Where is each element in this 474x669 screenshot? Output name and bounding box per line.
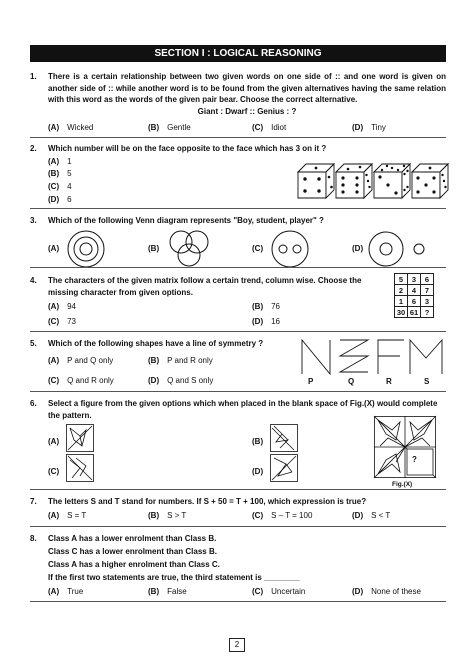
pattern-option-b [270, 424, 298, 452]
shape-label-s: S [424, 377, 430, 386]
q6-option-b[interactable]: (B) [252, 437, 264, 446]
shape-label-r: R [386, 377, 392, 386]
q3-option-c[interactable]: (C) [252, 244, 264, 253]
blank-question-mark: ? [412, 455, 417, 464]
symmetry-shapes [296, 336, 446, 376]
shape-label-q: Q [348, 377, 355, 386]
q5-option-c[interactable]: (C) Q and R only [48, 376, 114, 385]
q6-option-d[interactable]: (D) [252, 467, 264, 476]
q3-option-d[interactable]: (D) [352, 244, 364, 253]
divider [30, 267, 446, 268]
q1-option-a[interactable]: (A) Wicked [48, 123, 94, 132]
q2-text: Which number will be on the face opposite to the face which has 3 on it ? [48, 144, 327, 153]
venn-option-c [270, 229, 310, 269]
divider [30, 208, 446, 209]
divider [30, 601, 446, 602]
q6-text: Select a figure from the given options which when placed in the blank space of Fig.(X) would complete the pattern. [48, 399, 438, 420]
pattern-option-c [66, 454, 94, 482]
q3-option-a[interactable]: (A) [48, 244, 60, 253]
pattern-option-d [270, 454, 298, 482]
q8-line-1: Class A has a lower enrolment than Class B. [48, 534, 217, 543]
q7-text: The letters S and T stand for numbers. If S + 50 = T + 100, which expression is true? [48, 497, 367, 506]
q2-option-b[interactable]: (B) 5 [48, 169, 72, 178]
divider [30, 489, 446, 490]
q2-option-d[interactable]: (D) 6 [48, 195, 72, 204]
q3-number: 3. [30, 216, 37, 225]
q8-option-c[interactable]: (C) Uncertain [252, 587, 306, 596]
page-number: 2 [229, 638, 245, 652]
q1-option-d[interactable]: (D) Tiny [352, 123, 386, 132]
pattern-figure-x [374, 416, 436, 478]
q2-option-a[interactable]: (A) 1 [48, 157, 72, 166]
q2-option-c[interactable]: (C) 4 [48, 182, 72, 191]
q4-option-c[interactable]: (C) 73 [48, 317, 77, 326]
q6-option-a[interactable]: (A) [48, 437, 60, 446]
q7-number: 7. [30, 497, 37, 506]
q1-prompt: Giant : Dwarf :: Genius : ? [197, 107, 297, 116]
q6-option-c[interactable]: (C) [48, 467, 60, 476]
section-title: SECTION I : LOGICAL REASONING [30, 45, 446, 62]
divider [30, 137, 446, 138]
q4-option-d[interactable]: (D) 16 [252, 317, 281, 326]
venn-option-d [368, 229, 426, 269]
q4-option-a[interactable]: (A) 94 [48, 302, 77, 311]
number-matrix: 5 3 6 2 4 7 1 6 3 30 61 ? [394, 273, 434, 318]
q8-option-d[interactable]: (D) None of these [352, 587, 421, 596]
q7-option-b[interactable]: (B) S > T [148, 511, 187, 520]
dice-figure [296, 160, 446, 200]
shape-label-p: P [308, 377, 314, 386]
q5-number: 5. [30, 339, 37, 348]
q5-option-b[interactable]: (B) P and R only [148, 356, 213, 365]
q4-option-b[interactable]: (B) 76 [252, 302, 281, 311]
q4-text: The characters of the given matrix follow a certain trend, column wise. Choose the missing character from given options. [48, 276, 362, 297]
divider [30, 526, 446, 527]
divider [30, 391, 446, 392]
q6-number: 6. [30, 399, 37, 408]
venn-option-a [66, 229, 106, 269]
q3-text: Which of the following Venn diagram represents "Boy, student, player" ? [48, 216, 324, 225]
q8-line-2: Class C has a lower enrolment than Class B. [48, 547, 217, 556]
q7-option-c[interactable]: (C) S – T = 100 [252, 511, 313, 520]
q8-option-b[interactable]: (B) False [148, 587, 187, 596]
q1-option-c[interactable]: (C) Idiot [252, 123, 287, 132]
q3-option-b[interactable]: (B) [148, 244, 160, 253]
q7-option-d[interactable]: (D) S < T [352, 511, 391, 520]
venn-option-b [166, 226, 212, 270]
q1-text: There is a certain relationship between two given words on one side of :: and one word is given on another side of :: while another word is to be found from the given alternatives having the same relation with this word as the words of the given pair bear. Choose the correct alternative. [48, 72, 446, 104]
figure-x-label: Fig.(X) [392, 481, 413, 488]
q1-number: 1. [30, 72, 37, 81]
q8-line-4: If the first two statements are true, the third statement is ________ [48, 573, 300, 582]
q5-option-a[interactable]: (A) P and Q only [48, 356, 114, 365]
q7-option-a[interactable]: (A) S = T [48, 511, 87, 520]
q2-number: 2. [30, 144, 37, 153]
pattern-option-a [66, 424, 94, 452]
q8-option-a[interactable]: (A) True [48, 587, 84, 596]
q5-text: Which of the following shapes have a line of symmetry ? [48, 339, 264, 348]
divider [30, 331, 446, 332]
q4-number: 4. [30, 276, 37, 285]
q1-option-b[interactable]: (B) Gentle [148, 123, 191, 132]
q8-number: 8. [30, 534, 37, 543]
q8-line-3: Class A has a higher enrolment than Class C. [48, 560, 220, 569]
q5-option-d[interactable]: (D) Q and S only [148, 376, 214, 385]
